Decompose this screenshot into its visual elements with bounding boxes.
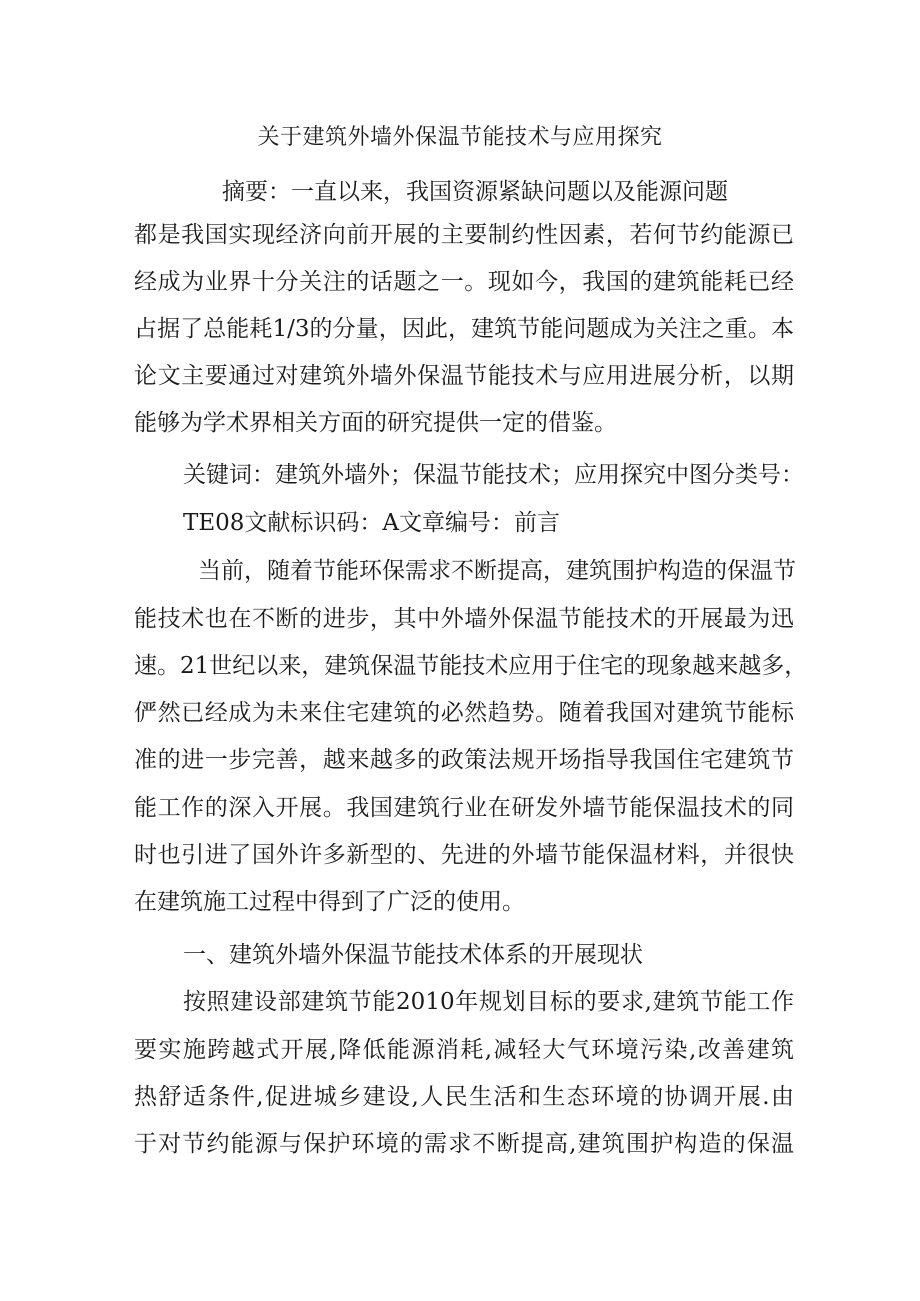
document-title: 关于建筑外墙外保温节能技术与应用探究 <box>257 125 663 150</box>
section-heading: 一、建筑外墙外保温节能技术体系的开展现状 <box>183 942 643 968</box>
intro-line: 准的进一步完善，越来越多的政策法规开场指导我国住宅建筑节 <box>134 747 794 773</box>
abstract-line: 摘要：一直以来，我国资源紧缺问题以及能源问题 <box>222 179 728 205</box>
keywords-line: 关键词：建筑外墙外；保温节能技术；应用探究中图分类号： <box>183 462 804 488</box>
abstract-line: 占据了总能耗1/3的分量，因此，建筑节能问题成为关注之重。本 <box>134 316 794 342</box>
intro-line: 俨然已经成为未来住宅建筑的必然趋势。随着我国对建筑节能标 <box>134 700 794 726</box>
section-line: 要实施跨越式开展,降低能源消耗,减轻大气环境污染,改善建筑 <box>134 1037 794 1063</box>
section-line: 按照建设部建筑节能2010年规划目标的要求,建筑节能工作 <box>183 989 794 1015</box>
abstract-line: 论文主要通过对建筑外墙外保温节能技术与应用进展分析，以期 <box>134 363 794 389</box>
intro-line: 时也引进了国外许多新型的、先进的外墙节能保温材料，并很快 <box>134 842 794 868</box>
intro-line: 能工作的深入开展。我国建筑行业在研发外墙节能保温技术的同 <box>134 795 794 821</box>
intro-line: 在建筑施工过程中得到了广泛的使用。 <box>134 889 525 915</box>
abstract-line: 经成为业界十分关注的话题之一。现如今，我国的建筑能耗已经 <box>134 269 794 295</box>
intro-line: 能技术也在不断的进步，其中外墙外保温节能技术的开展最为迅 <box>134 606 794 632</box>
keywords-line: TE08文献标识码：A文章编号：前言 <box>183 510 561 536</box>
abstract-line: 都是我国实现经济向前开展的主要制约性因素，若何节约能源已 <box>134 222 794 248</box>
section-line: 于对节约能源与保护环境的需求不断提高,建筑围护构造的保温 <box>134 1131 794 1157</box>
abstract-line: 能够为学术界相关方面的研究提供一定的借鉴。 <box>134 410 617 436</box>
intro-line: 当前，随着节能环保需求不断提高，建筑围护构造的保温节 <box>198 558 796 584</box>
intro-line: 速。21世纪以来，建筑保温节能技术应用于住宅的现象越来越多， <box>134 653 808 679</box>
section-line: 热舒适条件,促进城乡建设,人民生活和生态环境的协调开展.由 <box>134 1084 794 1110</box>
